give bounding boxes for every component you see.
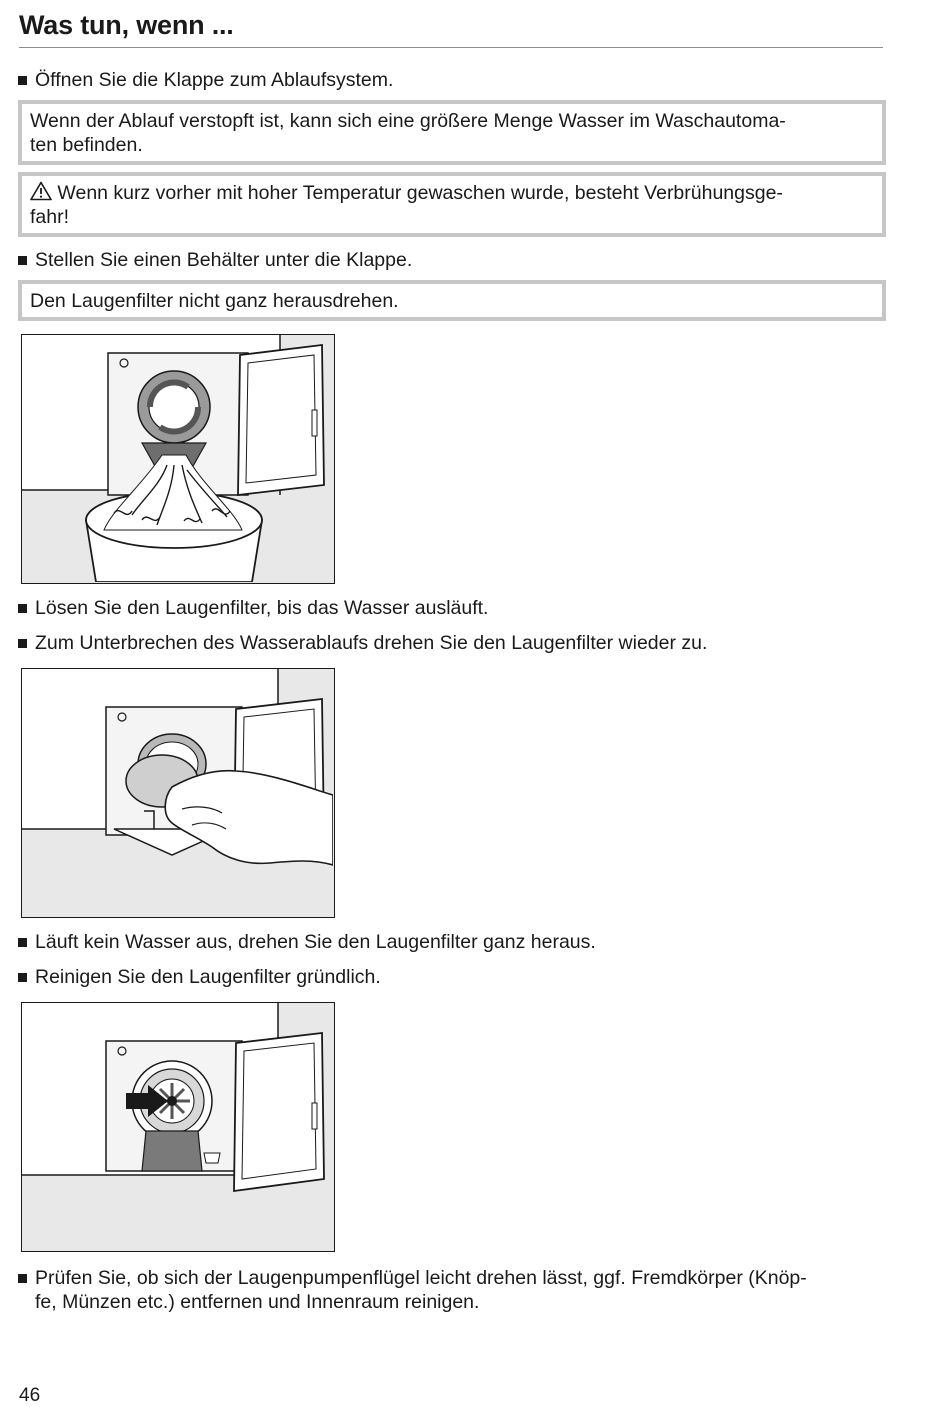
warning-scald xyxy=(18,172,886,237)
step-text: Zum Unterbrechen des Wasserablaufs drehen Sie den Laugenfilter wieder zu. xyxy=(35,632,708,654)
note-blocked-drain xyxy=(18,100,886,165)
step-unscrew-completely xyxy=(18,930,878,954)
illustration-draining-water xyxy=(21,334,335,584)
step-text-line2: fe, Münzen etc.) entfernen und Innenraum reinigen. xyxy=(35,1291,480,1313)
step-text: Stellen Sie einen Behälter unter die Klappe. xyxy=(35,249,413,271)
step-text: Lösen Sie den Laugenfilter, bis das Wasser ausläuft. xyxy=(35,597,489,619)
step-close-filter xyxy=(18,631,878,655)
note-text: Den Laugenfilter nicht ganz herausdrehen. xyxy=(30,290,399,312)
warning-text-line1: Wenn kurz vorher mit hoher Temperatur gewaschen wurde, besteht Verbrühungsge- xyxy=(57,182,783,204)
step-text: Reinigen Sie den Laugenfilter gründlich. xyxy=(35,966,381,988)
note-text-line1: Wenn der Ablauf verstopft ist, kann sich eine größere Menge Wasser im Waschautoma- xyxy=(30,110,786,132)
warning-triangle-icon xyxy=(30,181,52,201)
step-place-container xyxy=(18,248,878,272)
bullet-icon xyxy=(18,639,27,648)
bullet-icon xyxy=(18,76,27,85)
step-loosen-filter xyxy=(18,596,878,620)
step-check-impeller xyxy=(18,1266,878,1314)
note-text-line2: ten befinden. xyxy=(30,134,143,156)
bullet-icon xyxy=(18,973,27,982)
step-clean-filter xyxy=(18,965,878,989)
step-text-line1: Prüfen Sie, ob sich der Laugenpumpenflügel leicht drehen lässt, ggf. Fremdkörper (Knöp- xyxy=(35,1267,807,1289)
bullet-icon xyxy=(18,938,27,947)
step-text: Läuft kein Wasser aus, drehen Sie den Laugenfilter ganz heraus. xyxy=(35,931,596,953)
page-number: 46 xyxy=(19,1385,41,1406)
page-title: Was tun, wenn ... xyxy=(19,10,234,40)
note-do-not-unscrew xyxy=(18,280,886,321)
bullet-icon xyxy=(18,256,27,265)
bullet-icon xyxy=(18,604,27,613)
bullet-icon xyxy=(18,1274,27,1283)
step-open-flap xyxy=(18,68,878,92)
illustration-pump-impeller xyxy=(21,1002,335,1252)
title-divider xyxy=(19,47,883,48)
step-text: Öffnen Sie die Klappe zum Ablaufsystem. xyxy=(35,69,394,91)
warning-text-line2: fahr! xyxy=(30,206,70,228)
illustration-remove-filter xyxy=(21,668,335,918)
